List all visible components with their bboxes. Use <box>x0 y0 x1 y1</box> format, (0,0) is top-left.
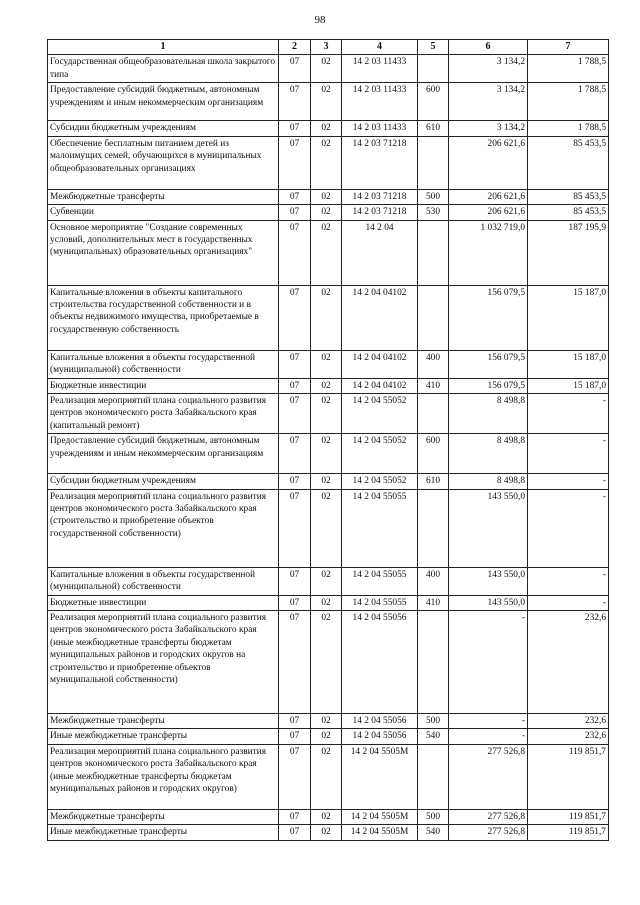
row-value-cell-6: 156 079,5 <box>449 285 528 350</box>
row-value-cell-4: 14 2 03 71218 <box>342 136 418 189</box>
row-value-cell-2: 07 <box>279 489 311 567</box>
row-value-cell-5: 610 <box>418 474 449 489</box>
row-value-cell-4: 14 2 04 55055 <box>342 595 418 610</box>
row-name-cell: Реализация мероприятий плана социального развития центров экономического роста Забайкальского края (капитальный ремонт) <box>48 394 279 434</box>
row-value-cell-5: 410 <box>418 595 449 610</box>
row-value-cell-2: 07 <box>279 378 311 393</box>
table-row <box>48 809 609 824</box>
row-value-cell-5: 600 <box>418 83 449 121</box>
row-value-cell-5: 600 <box>418 434 449 474</box>
row-value-cell-7: 232,6 <box>528 729 609 744</box>
row-value-cell-5: 530 <box>418 205 449 220</box>
row-value-cell-3: 02 <box>311 595 342 610</box>
row-value-cell-5 <box>418 394 449 434</box>
header-col-4: 4 <box>342 40 418 55</box>
row-value-cell-3: 02 <box>311 350 342 378</box>
row-value-cell-4: 14 2 04 04102 <box>342 378 418 393</box>
table-row <box>48 489 609 567</box>
row-value-cell-7: 119 851,7 <box>528 825 609 840</box>
row-name-cell: Реализация мероприятий плана социального развития центров экономического роста Забайкальского края (иные межбюджетные трансферты бюджетам муниципальных районов и городских округов) <box>48 744 279 809</box>
row-value-cell-4: 14 2 03 71218 <box>342 205 418 220</box>
row-value-cell-4: 14 2 03 71218 <box>342 189 418 204</box>
row-name-cell: Иные межбюджетные трансферты <box>48 825 279 840</box>
row-value-cell-6: 156 079,5 <box>449 378 528 393</box>
row-value-cell-5: 400 <box>418 567 449 595</box>
row-value-cell-3: 02 <box>311 809 342 824</box>
table-row <box>48 567 609 595</box>
row-value-cell-5: 500 <box>418 189 449 204</box>
row-value-cell-7: - <box>528 434 609 474</box>
row-value-cell-5 <box>418 744 449 809</box>
row-value-cell-7: 1 788,5 <box>528 83 609 121</box>
page-number: 98 <box>314 14 326 26</box>
row-value-cell-7: - <box>528 489 609 567</box>
row-value-cell-3: 02 <box>311 136 342 189</box>
row-value-cell-3: 02 <box>311 611 342 714</box>
row-name-cell: Капитальные вложения в объекты капитального строительства государственной собственности и в объекты недвижимого имущества, приобретаемые в государственную собственность <box>48 285 279 350</box>
table-row <box>48 474 609 489</box>
table-row <box>48 205 609 220</box>
row-value-cell-3: 02 <box>311 434 342 474</box>
row-value-cell-7: 85 453,5 <box>528 205 609 220</box>
row-value-cell-3: 02 <box>311 394 342 434</box>
table-row <box>48 220 609 285</box>
row-value-cell-2: 07 <box>279 809 311 824</box>
budget-table <box>47 39 609 841</box>
row-value-cell-7: 119 851,7 <box>528 809 609 824</box>
row-name-cell: Бюджетные инвестиции <box>48 378 279 393</box>
row-value-cell-3: 02 <box>311 189 342 204</box>
row-value-cell-6: 8 498,8 <box>449 434 528 474</box>
table-row <box>48 714 609 729</box>
row-value-cell-4: 14 2 03 11433 <box>342 55 418 83</box>
row-value-cell-5 <box>418 55 449 83</box>
row-name-cell: Основное мероприятие "Создание современных условий, дополнительных мест в государственных (муниципальных) образовательных организациях" <box>48 220 279 285</box>
header-col-1: 1 <box>48 40 279 55</box>
row-value-cell-3: 02 <box>311 744 342 809</box>
row-value-cell-7: - <box>528 474 609 489</box>
row-value-cell-7: - <box>528 595 609 610</box>
row-name-cell: Предоставление субсидий бюджетным, автономным учреждениям и иным некоммерческим организациям <box>48 83 279 121</box>
table-row <box>48 595 609 610</box>
row-value-cell-6: - <box>449 729 528 744</box>
row-value-cell-4: 14 2 04 5505М <box>342 825 418 840</box>
row-value-cell-7: 85 453,5 <box>528 136 609 189</box>
row-value-cell-5 <box>418 285 449 350</box>
row-value-cell-2: 07 <box>279 189 311 204</box>
row-value-cell-4: 14 2 04 55052 <box>342 394 418 434</box>
row-value-cell-6: 143 550,0 <box>449 489 528 567</box>
row-value-cell-7: 232,6 <box>528 714 609 729</box>
header-col-5: 5 <box>418 40 449 55</box>
row-value-cell-2: 07 <box>279 83 311 121</box>
row-value-cell-6: - <box>449 611 528 714</box>
row-value-cell-3: 02 <box>311 729 342 744</box>
row-name-cell: Предоставление субсидий бюджетным, автономным учреждениям и иным некоммерческим организациям <box>48 434 279 474</box>
row-name-cell: Государственная общеобразовательная школа закрытого типа <box>48 55 279 83</box>
row-value-cell-6: 143 550,0 <box>449 595 528 610</box>
table-body <box>48 55 609 840</box>
row-name-cell: Реализация мероприятий плана социального развития центров экономического роста Забайкальского края (строительство и приобретение объектов государственной собственности) <box>48 489 279 567</box>
row-value-cell-4: 14 2 04 5505М <box>342 744 418 809</box>
row-value-cell-2: 07 <box>279 434 311 474</box>
row-value-cell-4: 14 2 04 55055 <box>342 567 418 595</box>
table-row <box>48 744 609 809</box>
row-name-cell: Межбюджетные трансферты <box>48 714 279 729</box>
row-value-cell-6: 143 550,0 <box>449 567 528 595</box>
row-value-cell-3: 02 <box>311 567 342 595</box>
row-name-cell: Капитальные вложения в объекты государственной (муниципальной) собственности <box>48 567 279 595</box>
row-value-cell-5: 410 <box>418 378 449 393</box>
header-row <box>48 40 609 55</box>
row-value-cell-3: 02 <box>311 714 342 729</box>
table-row <box>48 350 609 378</box>
row-name-cell: Иные межбюджетные трансферты <box>48 729 279 744</box>
row-value-cell-5: 540 <box>418 729 449 744</box>
row-value-cell-6: 156 079,5 <box>449 350 528 378</box>
row-value-cell-2: 07 <box>279 121 311 136</box>
row-value-cell-7: 232,6 <box>528 611 609 714</box>
row-value-cell-2: 07 <box>279 714 311 729</box>
table-row <box>48 825 609 840</box>
row-value-cell-6: 206 621,6 <box>449 136 528 189</box>
row-value-cell-6: 8 498,8 <box>449 474 528 489</box>
row-value-cell-5: 400 <box>418 350 449 378</box>
row-value-cell-2: 07 <box>279 474 311 489</box>
row-value-cell-5: 540 <box>418 825 449 840</box>
row-name-cell: Обеспечение бесплатным питанием детей из малоимущих семей, обучающихся в муниципальных общеобразовательных организациях <box>48 136 279 189</box>
table-row <box>48 434 609 474</box>
header-col-6: 6 <box>449 40 528 55</box>
row-value-cell-4: 14 2 04 55056 <box>342 714 418 729</box>
row-value-cell-5 <box>418 220 449 285</box>
row-value-cell-6: 206 621,6 <box>449 205 528 220</box>
row-value-cell-4: 14 2 04 55055 <box>342 489 418 567</box>
row-value-cell-7: 187 195,9 <box>528 220 609 285</box>
row-value-cell-6: 8 498,8 <box>449 394 528 434</box>
row-value-cell-6: 3 134,2 <box>449 121 528 136</box>
row-value-cell-4: 14 2 04 55056 <box>342 611 418 714</box>
row-value-cell-6: 1 032 719,0 <box>449 220 528 285</box>
table-row <box>48 611 609 714</box>
row-value-cell-3: 02 <box>311 121 342 136</box>
row-value-cell-4: 14 2 04 55052 <box>342 434 418 474</box>
table-row <box>48 83 609 121</box>
row-value-cell-2: 07 <box>279 744 311 809</box>
table-row <box>48 285 609 350</box>
row-value-cell-3: 02 <box>311 205 342 220</box>
row-value-cell-3: 02 <box>311 489 342 567</box>
row-value-cell-3: 02 <box>311 378 342 393</box>
row-value-cell-7: 15 187,0 <box>528 285 609 350</box>
row-value-cell-7: 119 851,7 <box>528 744 609 809</box>
row-value-cell-2: 07 <box>279 611 311 714</box>
row-value-cell-3: 02 <box>311 220 342 285</box>
row-value-cell-7: 85 453,5 <box>528 189 609 204</box>
row-value-cell-7: - <box>528 394 609 434</box>
row-value-cell-5: 610 <box>418 121 449 136</box>
row-name-cell: Субвенции <box>48 205 279 220</box>
header-col-3: 3 <box>311 40 342 55</box>
row-value-cell-6: 277 526,8 <box>449 744 528 809</box>
row-value-cell-5 <box>418 489 449 567</box>
row-name-cell: Межбюджетные трансферты <box>48 189 279 204</box>
row-value-cell-2: 07 <box>279 285 311 350</box>
row-value-cell-6: 206 621,6 <box>449 189 528 204</box>
row-value-cell-4: 14 2 04 04102 <box>342 350 418 378</box>
table-row <box>48 55 609 83</box>
table-row <box>48 136 609 189</box>
row-value-cell-7: 1 788,5 <box>528 55 609 83</box>
row-value-cell-5: 500 <box>418 809 449 824</box>
row-value-cell-2: 07 <box>279 825 311 840</box>
row-value-cell-2: 07 <box>279 729 311 744</box>
row-value-cell-5 <box>418 611 449 714</box>
row-value-cell-7: 1 788,5 <box>528 121 609 136</box>
row-value-cell-7: 15 187,0 <box>528 378 609 393</box>
table-row <box>48 394 609 434</box>
row-value-cell-2: 07 <box>279 55 311 83</box>
table-header <box>48 40 609 55</box>
row-value-cell-4: 14 2 04 55052 <box>342 474 418 489</box>
row-value-cell-4: 14 2 03 11433 <box>342 121 418 136</box>
row-value-cell-4: 14 2 04 5505М <box>342 809 418 824</box>
row-value-cell-4: 14 2 04 55056 <box>342 729 418 744</box>
row-name-cell: Бюджетные инвестиции <box>48 595 279 610</box>
row-value-cell-6: 3 134,2 <box>449 83 528 121</box>
row-value-cell-2: 07 <box>279 567 311 595</box>
row-value-cell-6: 277 526,8 <box>449 825 528 840</box>
row-name-cell: Реализация мероприятий плана социального развития центров экономического роста Забайкальского края (иные межбюджетные трансферты бюджетам муниципальных районов и городских округов на строительство и приобретение объектов муниципальной собственности) <box>48 611 279 714</box>
header-col-7: 7 <box>528 40 609 55</box>
row-value-cell-6: - <box>449 714 528 729</box>
row-value-cell-2: 07 <box>279 136 311 189</box>
row-name-cell: Субсидии бюджетным учреждениям <box>48 121 279 136</box>
row-value-cell-3: 02 <box>311 83 342 121</box>
row-value-cell-4: 14 2 03 11433 <box>342 83 418 121</box>
row-name-cell: Межбюджетные трансферты <box>48 809 279 824</box>
row-value-cell-3: 02 <box>311 285 342 350</box>
row-value-cell-7: 15 187,0 <box>528 350 609 378</box>
row-name-cell: Капитальные вложения в объекты государственной (муниципальной) собственности <box>48 350 279 378</box>
row-value-cell-5 <box>418 136 449 189</box>
row-value-cell-2: 07 <box>279 394 311 434</box>
row-value-cell-6: 3 134,2 <box>449 55 528 83</box>
row-value-cell-3: 02 <box>311 55 342 83</box>
row-value-cell-4: 14 2 04 <box>342 220 418 285</box>
table-row <box>48 189 609 204</box>
row-value-cell-5: 500 <box>418 714 449 729</box>
table-row <box>48 121 609 136</box>
header-col-2: 2 <box>279 40 311 55</box>
row-value-cell-2: 07 <box>279 220 311 285</box>
row-value-cell-2: 07 <box>279 350 311 378</box>
table-row <box>48 378 609 393</box>
row-value-cell-2: 07 <box>279 205 311 220</box>
row-value-cell-7: - <box>528 567 609 595</box>
row-value-cell-4: 14 2 04 04102 <box>342 285 418 350</box>
row-value-cell-6: 277 526,8 <box>449 809 528 824</box>
table-row <box>48 729 609 744</box>
row-name-cell: Субсидии бюджетным учреждениям <box>48 474 279 489</box>
row-value-cell-2: 07 <box>279 595 311 610</box>
row-value-cell-3: 02 <box>311 474 342 489</box>
row-value-cell-3: 02 <box>311 825 342 840</box>
